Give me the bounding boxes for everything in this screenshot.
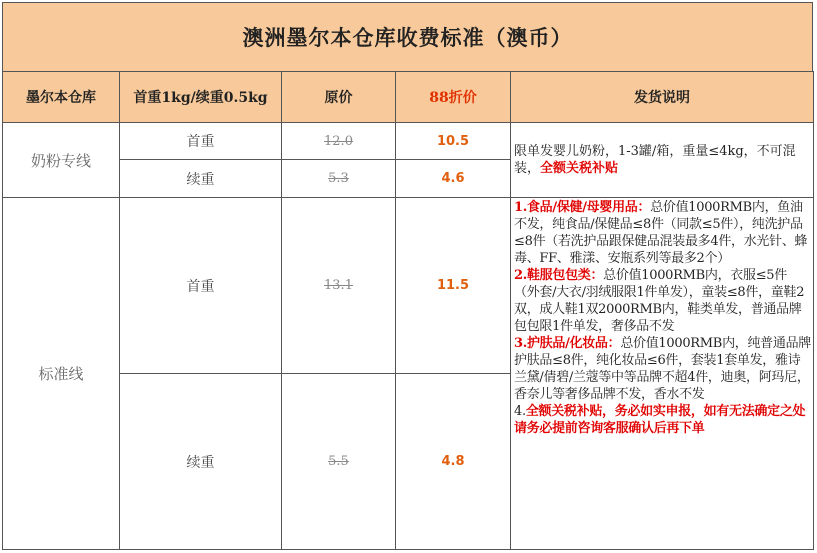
header-original-price: 原价 <box>282 72 396 123</box>
note-skincare-body: 总价值1000RMB内，纯普通品牌护肤品≤8件，纯化妆品≤6件，套装1套单发，雅诗兰黛/倩碧/兰蔻等中等品牌不超4件，迪奥，阿玛尼，香奈儿等奢侈品牌不发，香水不发 <box>514 336 811 402</box>
standard-additional-original-price: 5.5 <box>282 374 396 550</box>
standard-additional-discount-price: 4.8 <box>396 374 511 550</box>
milk-note-text: 限单发婴儿奶粉，1-3罐/箱，重量≤4kg，不可混装， <box>514 144 796 176</box>
note-food-title: 1.食品/保健/母婴用品： <box>514 200 651 215</box>
standard-first-row <box>3 198 814 374</box>
standard-line-name: 标准线 <box>3 198 120 550</box>
note-tax-prefix: 4. <box>514 404 526 419</box>
standard-first-discount-price: 11.5 <box>396 198 511 374</box>
note-skincare <box>514 335 811 403</box>
standard-first-weight-label: 首重 <box>120 198 282 374</box>
sheet-title: 澳洲墨尔本仓库收费标准（澳币） <box>2 2 813 72</box>
milk-note-highlight: 全额关税补贴 <box>540 161 619 176</box>
price-table <box>2 71 814 550</box>
header-warehouse: 墨尔本仓库 <box>3 72 120 123</box>
milk-first-weight-label: 首重 <box>120 123 282 160</box>
milk-first-discount-price: 10.5 <box>396 123 511 160</box>
header-discount-price: 88折价 <box>396 72 511 123</box>
note-apparel-title: 2.鞋服包包类： <box>514 268 604 283</box>
note-food <box>514 199 811 267</box>
milk-line-name: 奶粉专线 <box>3 123 120 198</box>
note-food-body: 总价值1000RMB内，鱼油不发，纯食品/保健品≤8件（同款≤5件），纯洗护品≤8件（若洗护品跟保健品混装最多4件，水光针、蜂毒、FF、雅漾、安瓶系列等最多2个） <box>514 200 808 266</box>
standard-first-original-price: 13.1 <box>282 198 396 374</box>
price-sheet <box>2 2 813 551</box>
milk-additional-weight-label: 续重 <box>120 160 282 198</box>
milk-additional-discount-price: 4.6 <box>396 160 511 198</box>
header-row <box>3 72 814 123</box>
milk-line-note <box>511 123 814 198</box>
note-apparel-body: 总价值1000RMB内，衣服≤5件（外套/大衣/羽绒服限1件单发），童装≤8件，童鞋2双，成人鞋1双2000RMB内，鞋类单发，普通品牌包包限1件单发，奢侈品不发 <box>514 268 805 334</box>
milk-first-row <box>3 123 814 160</box>
standard-additional-weight-label: 续重 <box>120 374 282 550</box>
header-shipping-notes: 发货说明 <box>511 72 814 123</box>
note-skincare-title: 3.护肤品/化妆品： <box>514 336 621 351</box>
milk-additional-original-price: 5.3 <box>282 160 396 198</box>
header-weight: 首重1kg/续重0.5kg <box>120 72 282 123</box>
note-tax <box>514 403 811 437</box>
standard-line-note <box>511 198 814 550</box>
note-apparel <box>514 267 811 335</box>
milk-first-original-price: 12.0 <box>282 123 396 160</box>
note-tax-body: 全额关税补贴，务必如实申报，如有无法确定之处请务必提前咨询客服确认后再下单 <box>514 404 806 436</box>
